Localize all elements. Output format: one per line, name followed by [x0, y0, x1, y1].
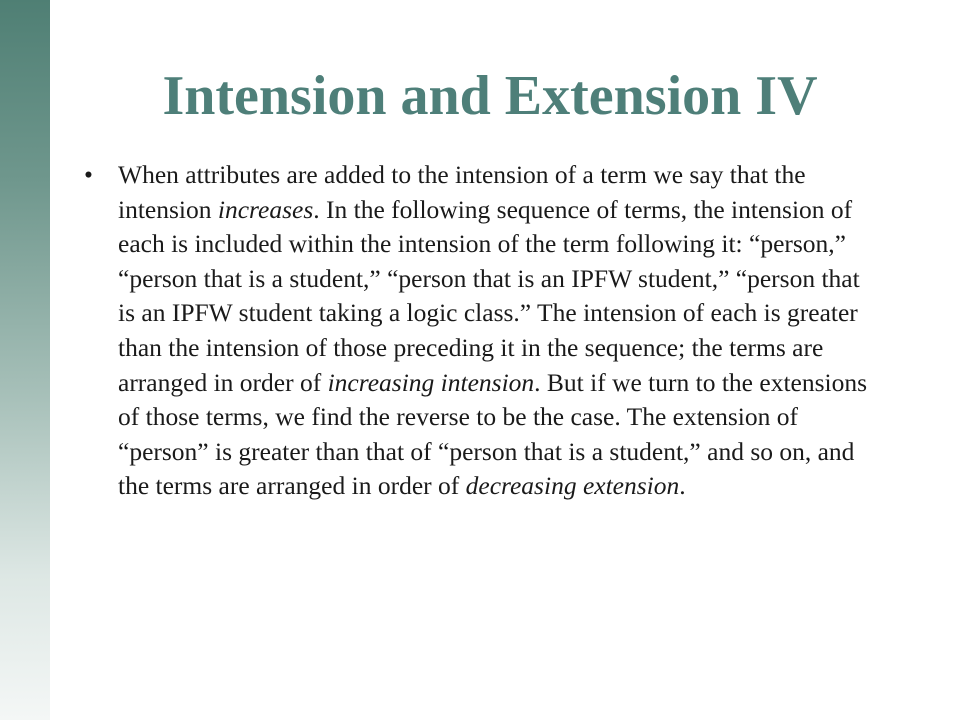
side-decorative-band [0, 0, 50, 720]
bullet-text-segment: . In the following sequence of terms, the intension of each is included within the intension of the term following it: “person,” “person that is a student,” “person that is an IPFW student,” “person that is an IPFW student taking a logic class.” The intension of each is greater than the intension of those preceding it in the sequence; the terms are arranged in order of [118, 194, 860, 397]
bullet-text-italic: decreasing extension [465, 471, 680, 501]
bullet-text-segment: . [679, 471, 686, 501]
bullet-icon: • [84, 160, 93, 189]
bullet-text-segment: When attributes are added to the intension of a term we say that the intension [118, 160, 806, 224]
bullet-list [82, 158, 882, 504]
slide-title: Intension and Extension IV [162, 65, 818, 127]
bullet-text-italic: increases [217, 194, 314, 224]
bullet-text-segment: . But if we turn to the extensions of those terms, we find the reverse to be the case. The extension of “person” is greater than that of “person that is a student,” and so on, and the terms are arranged in order of [118, 367, 868, 501]
bullet-text-italic: increasing intension [327, 367, 535, 397]
bullet-item [82, 158, 882, 504]
